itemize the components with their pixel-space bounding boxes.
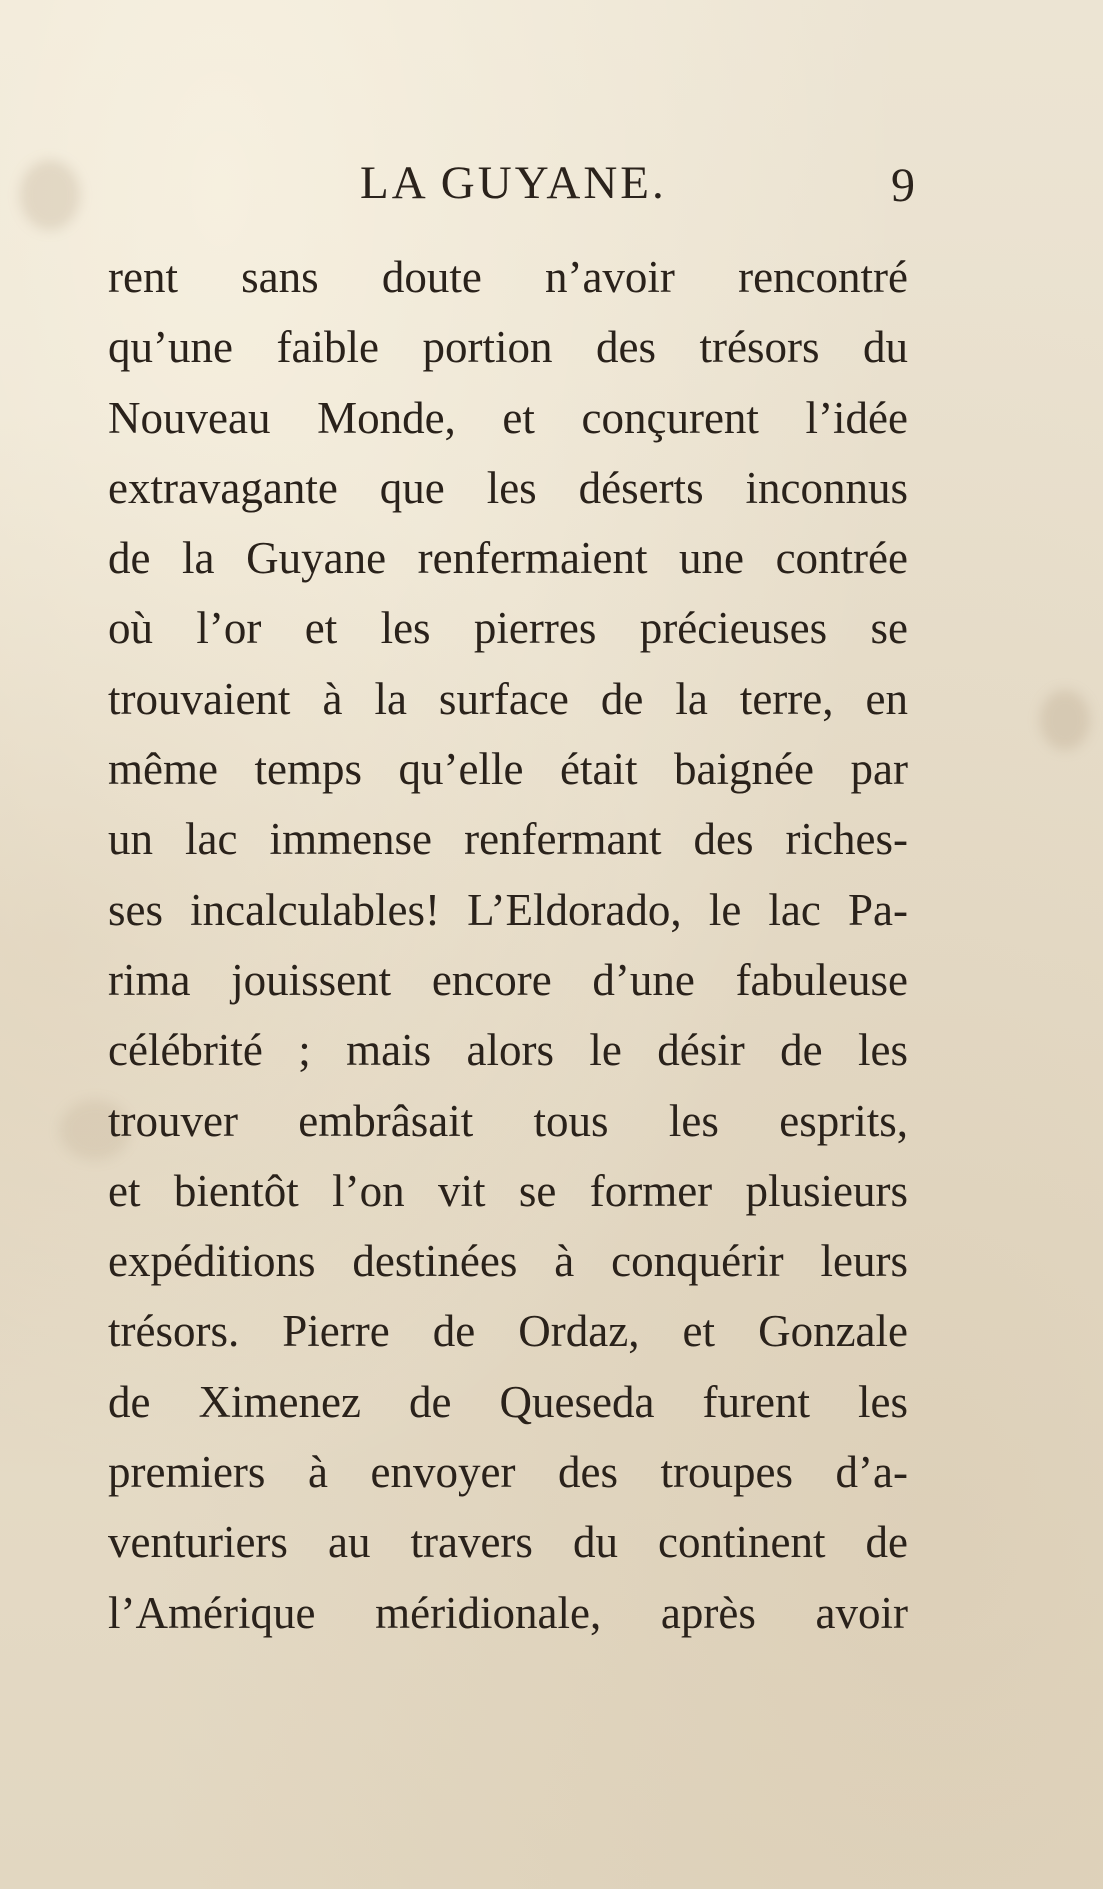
page-number: 9	[891, 159, 915, 212]
text-line: trouvaient à la surface de la terre, en	[108, 673, 908, 724]
text-line: de Ximenez de Queseda furent les	[108, 1376, 908, 1427]
text-line: trésors. Pierre de Ordaz, et Gonzale	[108, 1306, 908, 1357]
text-line: l’Amérique méridionale, après avoir	[108, 1587, 908, 1638]
text-line: qu’une faible portion des trésors du	[108, 322, 908, 373]
paper-stain	[1040, 690, 1090, 750]
text-line: où l’or et les pierres précieuses se	[108, 603, 908, 654]
text-line: même temps qu’elle était baignée par	[108, 744, 908, 795]
running-title: LA GUYANE.	[360, 157, 667, 209]
text-line: venturiers au travers du continent de	[108, 1517, 908, 1568]
text-line: Nouveau Monde, et conçurent l’idée	[108, 392, 908, 443]
text-line: rima jouissent encore d’une fabuleuse	[108, 954, 908, 1005]
text-line: célébrité ; mais alors le désir de les	[108, 1025, 908, 1076]
text-line: extravagante que les déserts inconnus	[108, 462, 908, 513]
text-line: et bientôt l’on vit se former plusieurs	[108, 1165, 908, 1216]
page-header	[110, 150, 915, 230]
text-line: un lac immense renfermant des riches-	[108, 814, 908, 865]
text-line: expéditions destinées à conquérir leurs	[108, 1236, 908, 1287]
body-text	[108, 242, 908, 1648]
text-line: premiers à envoyer des troupes d’a-	[108, 1447, 908, 1498]
text-line: ses incalculables! L’Eldorado, le lac Pa-	[108, 884, 908, 935]
paper-stain	[20, 160, 80, 230]
text-line: rent sans doute n’avoir rencontré	[108, 252, 908, 302]
text-line: de la Guyane renfermaient une contrée	[108, 533, 908, 584]
text-line: trouver embrâsait tous les esprits,	[108, 1095, 908, 1146]
